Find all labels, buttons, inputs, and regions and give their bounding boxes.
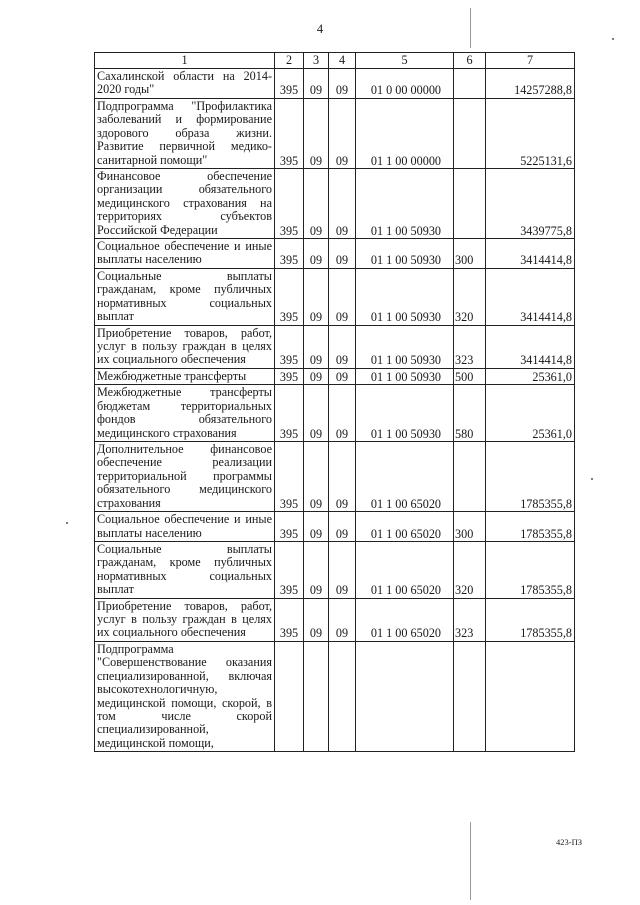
column-header-2: 2 xyxy=(275,53,304,69)
cell-target-article-code: 01 1 00 50930 xyxy=(356,385,454,442)
cell-item-name: Социальные выплаты гражданам, кроме публичных нормативных социальных выплат xyxy=(95,541,275,598)
scan-speck xyxy=(66,522,68,524)
table-row xyxy=(95,368,575,384)
cell-amount: 3414414,8 xyxy=(486,325,575,368)
cell-section-code: 09 xyxy=(304,98,329,168)
cell-subsection-code: 09 xyxy=(329,368,356,384)
cell-item-name: Сахалинской области на 2014-2020 годы" xyxy=(95,69,275,99)
cell-admin-code: 395 xyxy=(275,98,304,168)
cell-item-name: Приобретение товаров, работ, услуг в пользу граждан в целях их социального обеспечения xyxy=(95,325,275,368)
cell-item-name: Подпрограмма "Профилактика заболеваний и формирование здорового образа жизни. Развитие первичной медико-санитарной помощи" xyxy=(95,98,275,168)
cell-target-article-code xyxy=(356,641,454,751)
cell-subsection-code: 09 xyxy=(329,239,356,269)
table-row xyxy=(95,512,575,542)
cell-section-code: 09 xyxy=(304,512,329,542)
cell-expense-type-code xyxy=(454,98,486,168)
cell-target-article-code: 01 1 00 65020 xyxy=(356,541,454,598)
cell-expense-type-code: 323 xyxy=(454,325,486,368)
cell-subsection-code: 09 xyxy=(329,512,356,542)
cell-admin-code: 395 xyxy=(275,598,304,641)
cell-admin-code: 395 xyxy=(275,325,304,368)
cell-target-article-code: 01 1 00 00000 xyxy=(356,98,454,168)
cell-target-article-code: 01 1 00 50930 xyxy=(356,368,454,384)
cell-section-code: 09 xyxy=(304,239,329,269)
cell-section-code: 09 xyxy=(304,385,329,442)
cell-amount: 25361,0 xyxy=(486,368,575,384)
cell-item-name: Подпрограмма "Совершенствование оказания специализированной, включая высокотехнологичную, медицинской помощи, скорой, в том числе скорой специализированной, медицинской помощи, xyxy=(95,641,275,751)
cell-target-article-code: 01 1 00 65020 xyxy=(356,441,454,511)
cell-admin-code: 395 xyxy=(275,441,304,511)
table-row xyxy=(95,641,575,751)
cell-amount: 3414414,8 xyxy=(486,239,575,269)
cell-expense-type-code: 320 xyxy=(454,268,486,325)
cell-section-code: 09 xyxy=(304,268,329,325)
cell-subsection-code: 09 xyxy=(329,98,356,168)
cell-subsection-code: 09 xyxy=(329,541,356,598)
cell-target-article-code: 01 0 00 00000 xyxy=(356,69,454,99)
column-header-3: 3 xyxy=(304,53,329,69)
table-row xyxy=(95,239,575,269)
column-header-5: 5 xyxy=(356,53,454,69)
cell-target-article-code: 01 1 00 50930 xyxy=(356,325,454,368)
table-row xyxy=(95,98,575,168)
cell-target-article-code: 01 1 00 50930 xyxy=(356,268,454,325)
cell-subsection-code: 09 xyxy=(329,441,356,511)
cell-expense-type-code: 320 xyxy=(454,541,486,598)
cell-target-article-code: 01 1 00 50930 xyxy=(356,239,454,269)
cell-item-name: Социальное обеспечение и иные выплаты населению xyxy=(95,512,275,542)
cell-section-code xyxy=(304,641,329,751)
cell-section-code: 09 xyxy=(304,69,329,99)
table-row xyxy=(95,441,575,511)
cell-admin-code: 395 xyxy=(275,541,304,598)
cell-admin-code: 395 xyxy=(275,385,304,442)
cell-target-article-code: 01 1 00 65020 xyxy=(356,512,454,542)
cell-amount: 1785355,8 xyxy=(486,512,575,542)
cell-target-article-code: 01 1 00 50930 xyxy=(356,168,454,238)
budget-table xyxy=(94,52,575,752)
cell-amount xyxy=(486,641,575,751)
cell-amount: 1785355,8 xyxy=(486,598,575,641)
cell-amount: 5225131,6 xyxy=(486,98,575,168)
cell-expense-type-code xyxy=(454,69,486,99)
cell-admin-code: 395 xyxy=(275,368,304,384)
cell-expense-type-code xyxy=(454,168,486,238)
cell-item-name: Межбюджетные трансферты бюджетам территориальных фондов обязательного медицинского страхования xyxy=(95,385,275,442)
cell-admin-code xyxy=(275,641,304,751)
cell-item-name: Социальные выплаты гражданам, кроме публичных нормативных социальных выплат xyxy=(95,268,275,325)
cell-item-name: Приобретение товаров, работ, услуг в пользу граждан в целях их социального обеспечения xyxy=(95,598,275,641)
cell-amount: 1785355,8 xyxy=(486,541,575,598)
scan-speck xyxy=(591,478,593,480)
table-row xyxy=(95,541,575,598)
scan-fold-line-bottom xyxy=(470,822,471,900)
cell-subsection-code: 09 xyxy=(329,268,356,325)
cell-expense-type-code: 300 xyxy=(454,512,486,542)
cell-admin-code: 395 xyxy=(275,512,304,542)
cell-subsection-code xyxy=(329,641,356,751)
cell-admin-code: 395 xyxy=(275,268,304,325)
cell-subsection-code: 09 xyxy=(329,598,356,641)
cell-section-code: 09 xyxy=(304,541,329,598)
cell-amount: 1785355,8 xyxy=(486,441,575,511)
cell-section-code: 09 xyxy=(304,598,329,641)
cell-section-code: 09 xyxy=(304,168,329,238)
scan-speck xyxy=(612,38,614,40)
table-row xyxy=(95,598,575,641)
table-row xyxy=(95,168,575,238)
document-code: 423-ПЗ xyxy=(556,837,582,847)
cell-admin-code: 395 xyxy=(275,168,304,238)
column-header-1: 1 xyxy=(95,53,275,69)
cell-subsection-code: 09 xyxy=(329,69,356,99)
cell-item-name: Дополнительное финансовое обеспечение реализации территориальной программы обязательного медицинского страхования xyxy=(95,441,275,511)
column-header-4: 4 xyxy=(329,53,356,69)
cell-expense-type-code xyxy=(454,641,486,751)
cell-amount: 25361,0 xyxy=(486,385,575,442)
cell-section-code: 09 xyxy=(304,368,329,384)
cell-item-name: Финансовое обеспечение организации обязательного медицинского страхования на территориях субъектов Российской Федерации xyxy=(95,168,275,238)
cell-expense-type-code: 580 xyxy=(454,385,486,442)
column-header-6: 6 xyxy=(454,53,486,69)
cell-amount: 14257288,8 xyxy=(486,69,575,99)
table-row xyxy=(95,69,575,99)
cell-admin-code: 395 xyxy=(275,69,304,99)
cell-expense-type-code: 300 xyxy=(454,239,486,269)
column-header-7: 7 xyxy=(486,53,575,69)
cell-subsection-code: 09 xyxy=(329,325,356,368)
cell-subsection-code: 09 xyxy=(329,168,356,238)
cell-admin-code: 395 xyxy=(275,239,304,269)
cell-section-code: 09 xyxy=(304,325,329,368)
cell-item-name: Межбюджетные трансферты xyxy=(95,368,275,384)
page-number: 4 xyxy=(316,22,324,36)
cell-amount: 3414414,8 xyxy=(486,268,575,325)
header-row xyxy=(95,53,575,69)
cell-expense-type-code xyxy=(454,441,486,511)
cell-expense-type-code: 323 xyxy=(454,598,486,641)
cell-item-name: Социальное обеспечение и иные выплаты населению xyxy=(95,239,275,269)
table-row xyxy=(95,268,575,325)
scan-fold-line-top xyxy=(470,8,471,48)
cell-section-code: 09 xyxy=(304,441,329,511)
cell-expense-type-code: 500 xyxy=(454,368,486,384)
table-row xyxy=(95,325,575,368)
cell-subsection-code: 09 xyxy=(329,385,356,442)
table-row xyxy=(95,385,575,442)
cell-amount: 3439775,8 xyxy=(486,168,575,238)
cell-target-article-code: 01 1 00 65020 xyxy=(356,598,454,641)
